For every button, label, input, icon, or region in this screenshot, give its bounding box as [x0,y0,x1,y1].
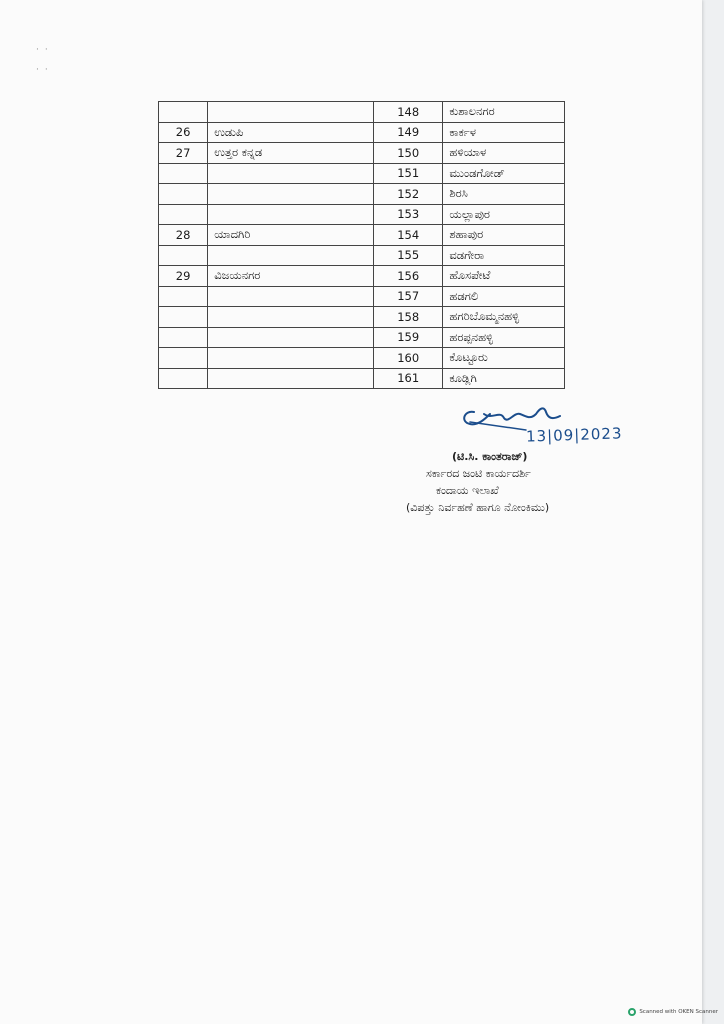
row-number-cell [159,327,208,348]
taluk-name-cell: ಹಗರಿಬೊಮ್ಮನಹಳ್ಳಿ [443,307,565,328]
signatory-name: (ಟಿ.ಸಿ. ಕಾಂತರಾಜ್) [452,450,528,463]
taluk-number-cell: 161 [374,368,443,389]
taluk-name-cell: ವಡಗೇರಾ [443,245,565,266]
table-row [159,327,565,348]
taluk-number-cell: 158 [374,307,443,328]
table-row [159,307,565,328]
table-row [159,225,565,246]
district-name-cell [208,307,374,328]
taluk-name-cell: ಹಳಿಯಾಳ [443,143,565,164]
taluk-name-cell: ಯಲ್ಲಾಪುರ [443,204,565,225]
district-name-cell [208,348,374,369]
table-row [159,204,565,225]
table-row [159,348,565,369]
taluk-name-cell: ಕೊಟ್ಟೂರು [443,348,565,369]
taluk-number-cell: 156 [374,266,443,287]
district-name-cell: ವಿಜಯನಗರ [208,266,374,287]
scanner-text: Scanned with OKEN Scanner [639,1009,718,1015]
signatory-section: (ವಿಪತ್ತು ನಿರ್ವಹಣೆ ಹಾಗೂ ನೋಂಕಿಮು) [406,501,550,514]
taluk-table [158,101,565,389]
district-name-cell: ಯಾದಗಿರಿ [208,225,374,246]
row-number-cell: 26 [159,122,208,143]
taluk-table-body [159,102,565,389]
signature-block [400,400,650,530]
row-number-cell [159,368,208,389]
district-name-cell [208,327,374,348]
row-number-cell [159,307,208,328]
district-name-cell: ಉತ್ತರ ಕನ್ನಡ [208,143,374,164]
row-number-cell: 27 [159,143,208,164]
district-name-cell [208,245,374,266]
table-row [159,102,565,123]
signatory-department: ಕಂದಾಯ ಇಲಾಖೆ [436,484,499,497]
table-row [159,122,565,143]
table-row [159,245,565,266]
scan-specks: ·· ·· [36,45,54,75]
taluk-number-cell: 159 [374,327,443,348]
handwritten-date: 13|09|2023 [525,424,623,446]
taluk-name-cell: ಹಡಗಲಿ [443,286,565,307]
taluk-number-cell: 153 [374,204,443,225]
table-row [159,163,565,184]
taluk-number-cell: 157 [374,286,443,307]
district-name-cell [208,286,374,307]
taluk-number-cell: 152 [374,184,443,205]
district-name-cell: ಉಡುಪಿ [208,122,374,143]
taluk-name-cell: ಹೊಸಪೇಟೆ [443,266,565,287]
taluk-name-cell: ಹರಪ್ಪನಹಳ್ಳಿ [443,327,565,348]
row-number-cell [159,286,208,307]
scanner-logo-icon [628,1008,636,1016]
row-number-cell [159,102,208,123]
row-number-cell [159,184,208,205]
taluk-number-cell: 149 [374,122,443,143]
taluk-name-cell: ಮುಂಡಗೋಡ್ [443,163,565,184]
taluk-name-cell: ಶಹಾಪುರ [443,225,565,246]
district-name-cell [208,163,374,184]
row-number-cell [159,163,208,184]
taluk-number-cell: 154 [374,225,443,246]
scanner-footer [628,1008,718,1016]
district-name-cell [208,204,374,225]
row-number-cell: 28 [159,225,208,246]
table-row [159,368,565,389]
taluk-number-cell: 155 [374,245,443,266]
table-row [159,143,565,164]
district-name-cell [208,102,374,123]
table-row [159,286,565,307]
taluk-name-cell: ಶಿರಸಿ [443,184,565,205]
district-name-cell [208,184,374,205]
signatory-designation: ಸರ್ಕಾರದ ಜಂಟಿ ಕಾರ್ಯದರ್ಶಿ [426,467,531,480]
row-number-cell: 29 [159,266,208,287]
taluk-name-cell: ಕಾರ್ಕಳ [443,122,565,143]
taluk-number-cell: 160 [374,348,443,369]
row-number-cell [159,204,208,225]
district-name-cell [208,368,374,389]
taluk-number-cell: 151 [374,163,443,184]
taluk-name-cell: ಕೂಡ್ಲಿಗಿ [443,368,565,389]
taluk-name-cell: ಕುಶಾಲನಗರ [443,102,565,123]
table-row [159,184,565,205]
table-row [159,266,565,287]
taluk-number-cell: 150 [374,143,443,164]
row-number-cell [159,348,208,369]
row-number-cell [159,245,208,266]
taluk-number-cell: 148 [374,102,443,123]
